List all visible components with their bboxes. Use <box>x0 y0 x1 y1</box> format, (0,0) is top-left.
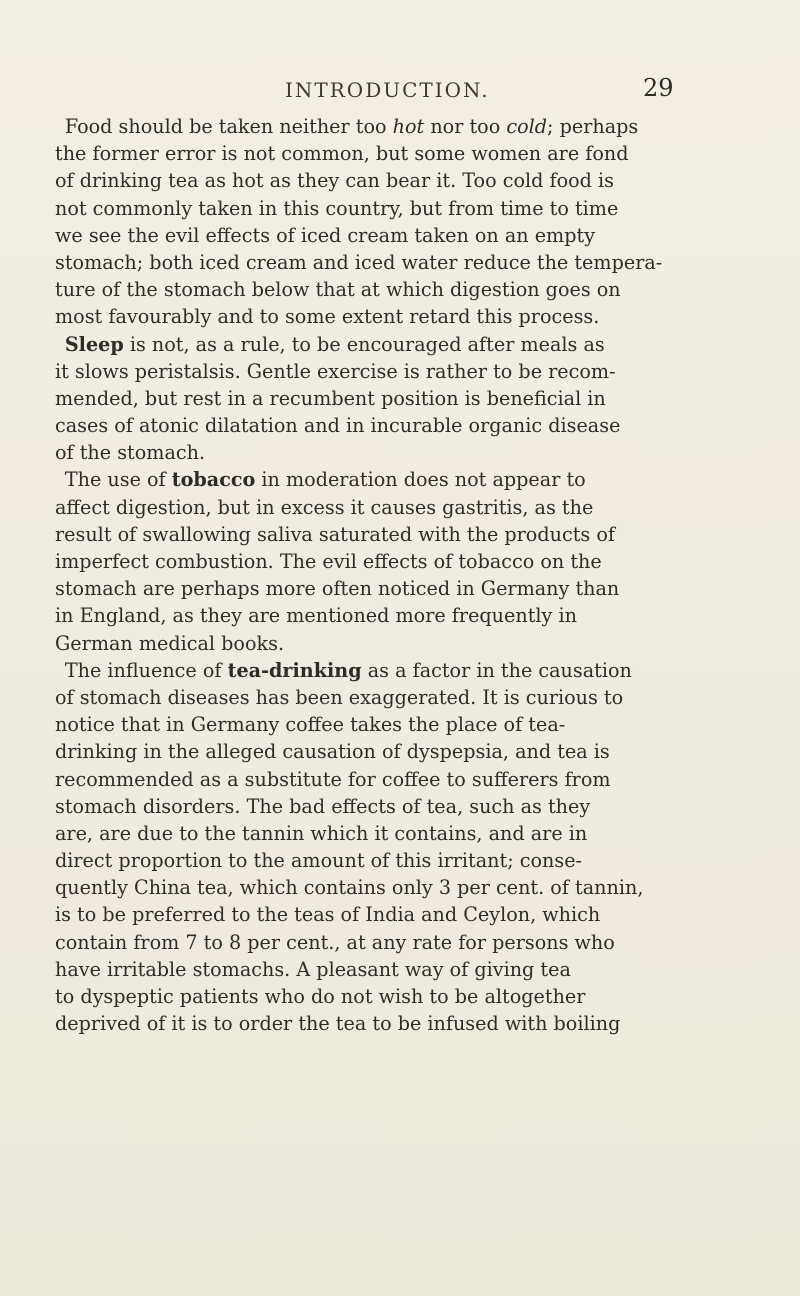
text-line: quently China tea, which contains only 3 per cent. of tannin, <box>55 876 644 900</box>
text-line: not commonly taken in this country, but from time to time <box>55 196 619 220</box>
page-number: 29 <box>643 74 674 102</box>
text-line: The use of tobacco in moderation does not appear to <box>64 468 586 492</box>
text-line: to dyspeptic patients who do not wish to be altogether <box>55 985 586 1008</box>
text-line: we see the evil effects of iced cream taken on an empty <box>55 223 596 247</box>
page-header <box>0 74 800 108</box>
text-line: it slows peristalsis. Gentle exercise is rather to be recom- <box>55 359 616 383</box>
running-head: INTRODUCTION. <box>285 78 490 102</box>
text-line: stomach; both iced cream and iced water reduce the tempera- <box>55 250 663 274</box>
text-line: affect digestion, but in excess it causes gastritis, as the <box>55 495 594 519</box>
text-line: imperfect combustion. The evil effects of tobacco on the <box>55 550 602 573</box>
text-line: have irritable stomachs. A pleasant way of giving tea <box>55 957 571 981</box>
text-line: The influence of tea-drinking as a factor in the causation <box>64 658 632 682</box>
text-line: most favourably and to some extent retard this process. <box>55 305 600 329</box>
text-line: stomach disorders. The bad effects of tea, such as they <box>55 794 591 818</box>
text-line: stomach are perhaps more often noticed in Germany than <box>55 577 620 601</box>
text-line: of the stomach. <box>55 441 206 465</box>
text-line: are, are due to the tannin which it contains, and are in <box>55 821 588 845</box>
text-line: recommended as a substitute for coffee to sufferers from <box>55 767 611 791</box>
text-line: is to be preferred to the teas of India and Ceylon, which <box>55 903 601 927</box>
text-line: notice that in Germany coffee takes the place of tea- <box>55 713 566 737</box>
text-line: of stomach diseases has been exaggerated. It is curious to <box>55 685 624 709</box>
text-line: contain from 7 to 8 per cent., at any rate for persons who <box>55 930 615 954</box>
text-line: the former error is not common, but some women are fond <box>55 142 629 166</box>
text-line: cases of atonic dilatation and in incurable organic disease <box>55 414 621 438</box>
text-line: Food should be taken neither too hot nor too cold; perhaps <box>64 115 639 138</box>
text-line: direct proportion to the amount of this irritant; conse- <box>55 849 583 873</box>
text-line: mended, but rest in a recumbent position is beneficial in <box>55 386 606 410</box>
text-line: in England, as they are mentioned more frequently in <box>55 604 577 628</box>
text-line: German medical books. <box>55 631 285 655</box>
text-line: of drinking tea as hot as they can bear it. Too cold food is <box>55 169 614 193</box>
text-line: ture of the stomach below that at which digestion goes on <box>55 278 621 302</box>
text-line: deprived of it is to order the tea to be infused with boiling <box>55 1012 621 1036</box>
text-line: Sleep is not, as a rule, to be encouraged after meals as <box>64 332 605 356</box>
text-line: result of swallowing saliva saturated with the products of <box>55 522 615 546</box>
body-text <box>55 113 755 1037</box>
text-line: drinking in the alleged causation of dyspepsia, and tea is <box>55 740 610 764</box>
